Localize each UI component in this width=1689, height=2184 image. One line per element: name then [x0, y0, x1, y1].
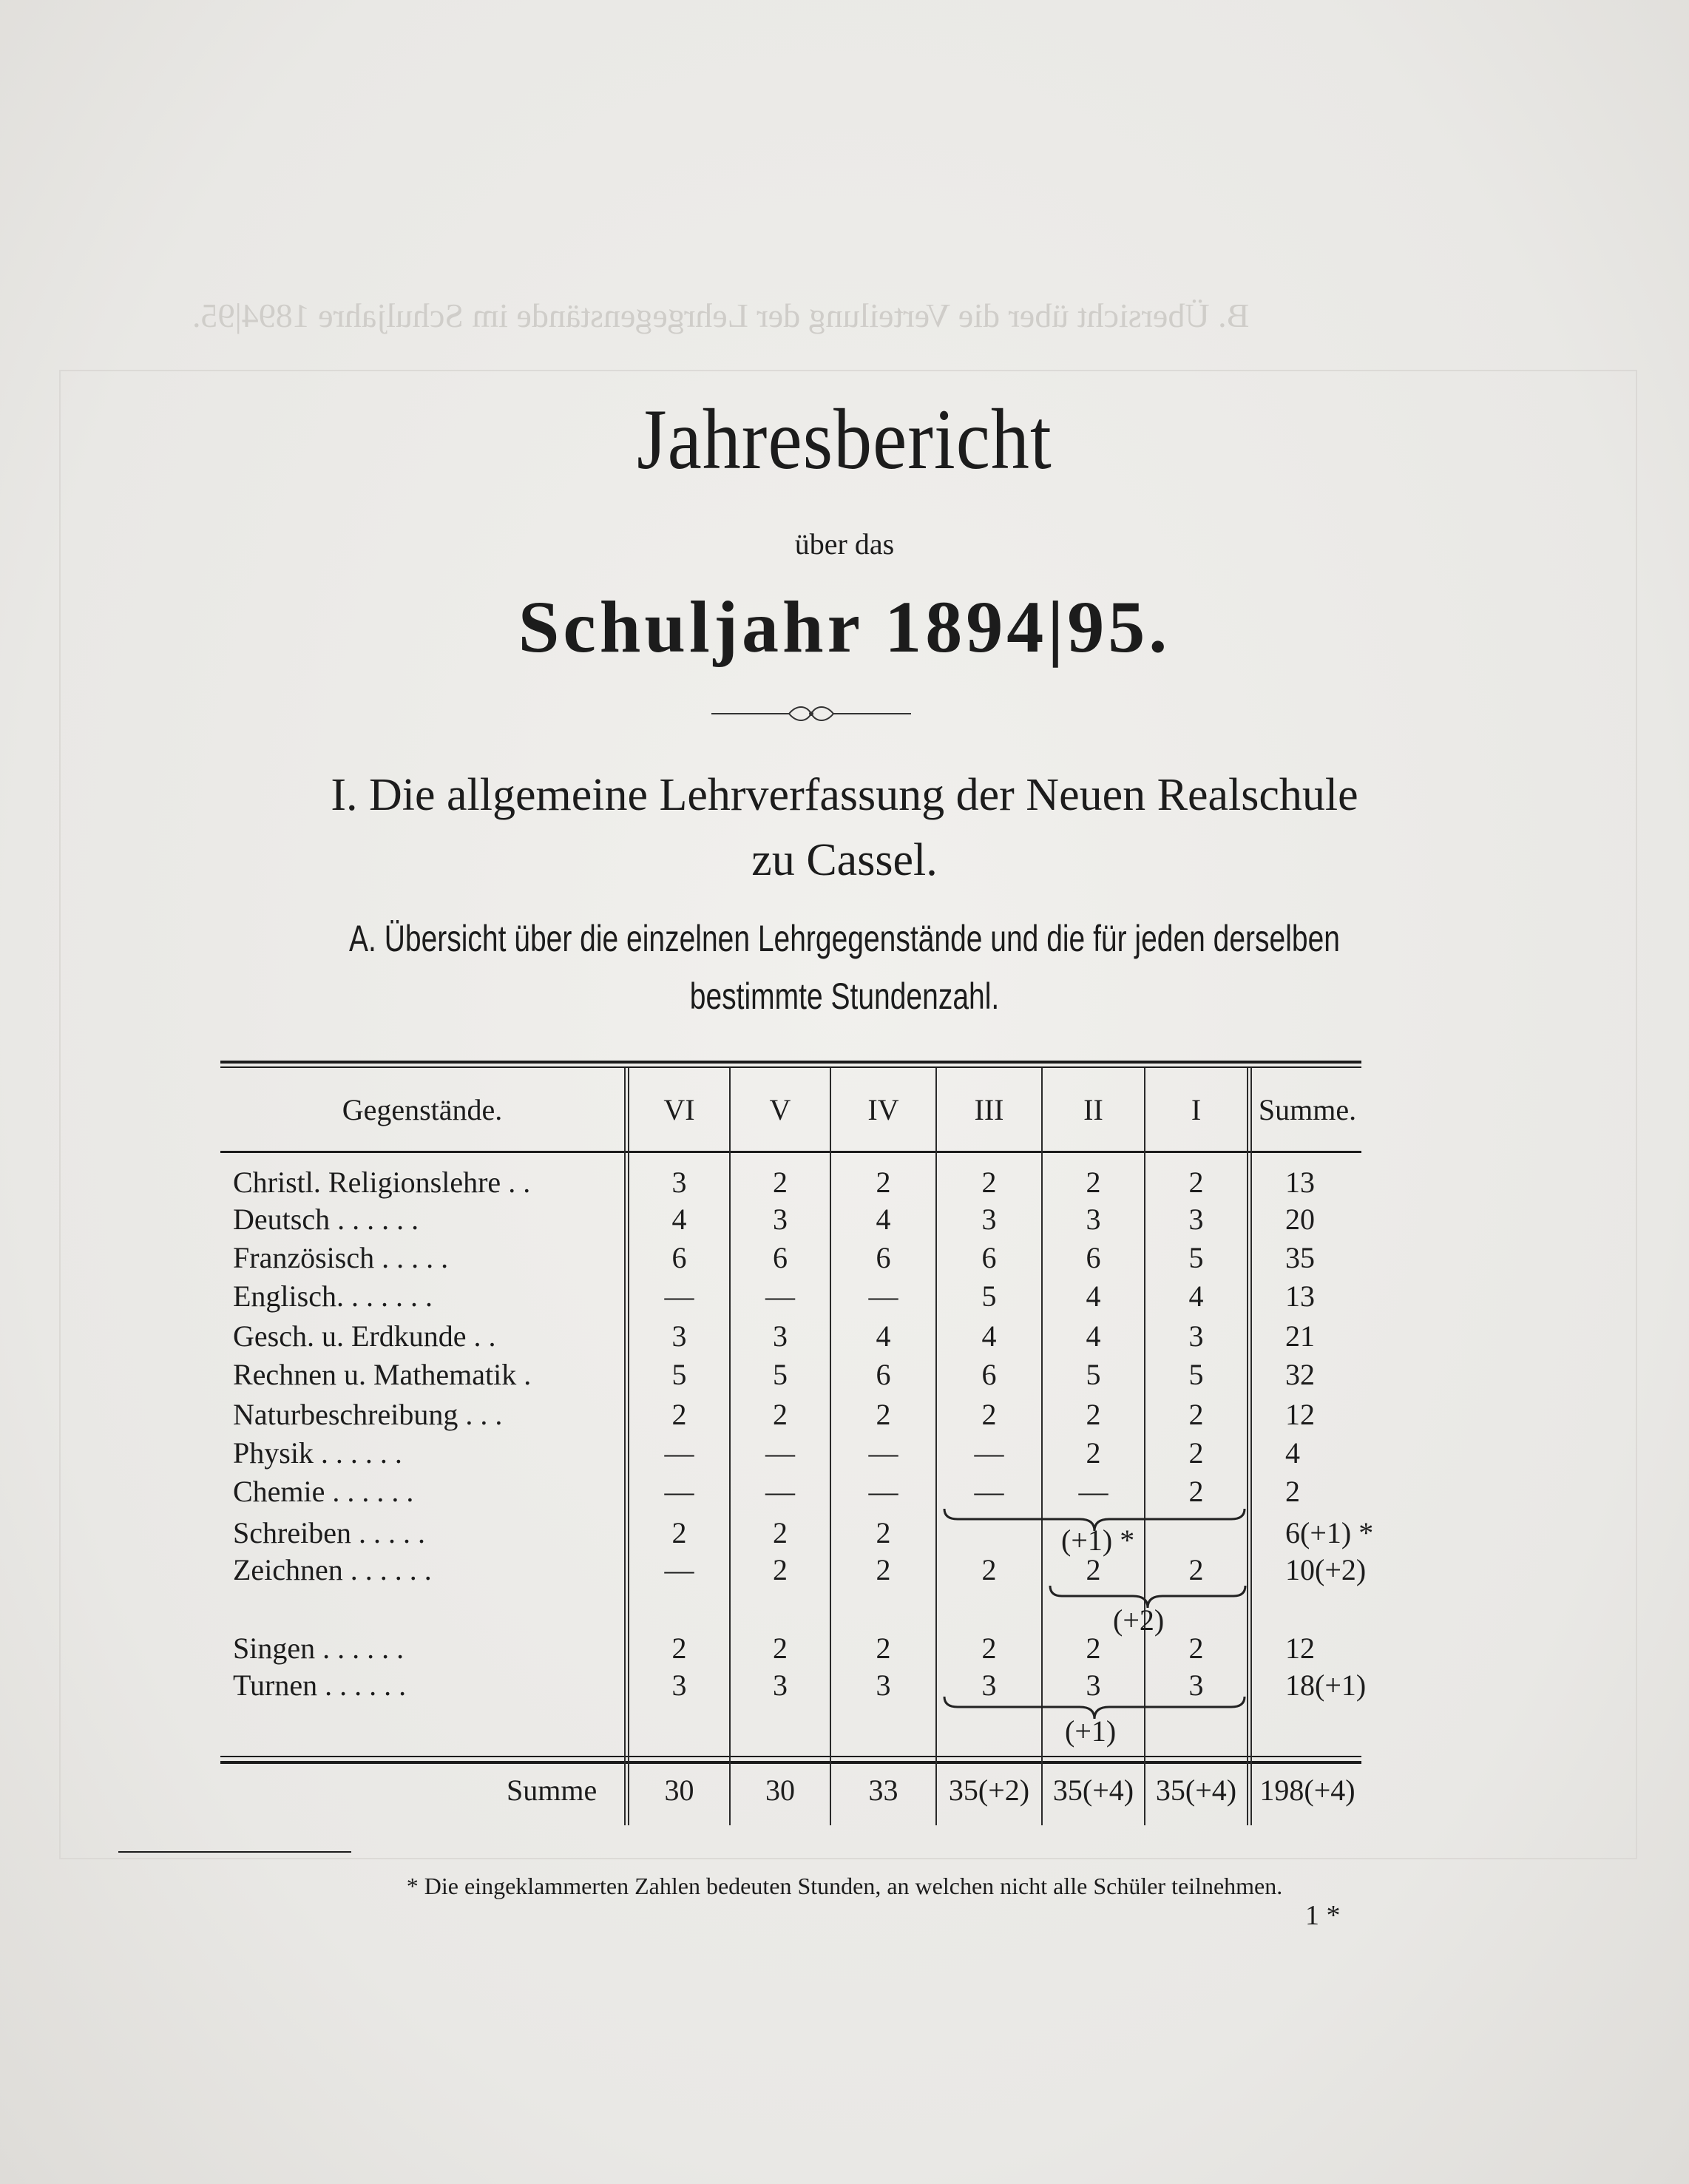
total-v: 30: [765, 1774, 795, 1807]
sub-heading-cont: bestimmte Stundenzahl.: [689, 976, 1000, 1017]
report-title: Jahresbericht: [637, 392, 1052, 487]
table-cell: —: [664, 1436, 694, 1470]
table-cell: 5: [981, 1279, 997, 1313]
table-row-subject: Naturbeschreibung . . .: [233, 1398, 503, 1431]
table-cell: 5: [1086, 1358, 1101, 1391]
table-row-subject: Rechnen u. Mathematik .: [233, 1358, 532, 1391]
total-iii: 35(+2): [948, 1774, 1030, 1807]
table-cell: 3: [671, 1166, 687, 1199]
header-subjects: Gegenstände.: [342, 1093, 503, 1126]
table-row-sum: 12: [1285, 1632, 1315, 1665]
table-cell: 3: [1188, 1669, 1204, 1702]
table-cell: —: [868, 1436, 898, 1470]
table-row-subject: Deutsch . . . . . .: [233, 1203, 419, 1236]
table-cell: 6: [981, 1358, 997, 1391]
table-row-subject: Physik . . . . . .: [233, 1436, 402, 1470]
table-cell: 4: [1086, 1319, 1101, 1353]
table-cell: 3: [671, 1319, 687, 1353]
table-cell: 3: [773, 1203, 788, 1236]
table-row-sum: 10(+2): [1285, 1553, 1367, 1586]
table-row-sum: 18(+1): [1285, 1669, 1367, 1702]
header-iv: IV: [867, 1093, 899, 1126]
table-cell: 2: [1188, 1553, 1204, 1586]
table-row-sum: 2: [1285, 1475, 1300, 1508]
table-cell: 2: [1086, 1436, 1101, 1470]
header-vi: VI: [663, 1093, 695, 1126]
table-row-sum: 35: [1285, 1241, 1315, 1274]
total-vi: 30: [664, 1774, 694, 1807]
table-cell: 2: [876, 1516, 891, 1549]
table-cell: 2: [1188, 1436, 1204, 1470]
table-cell: 2: [876, 1632, 891, 1665]
table-cell: 2: [671, 1632, 687, 1665]
total-sum: 198(+4): [1259, 1774, 1355, 1807]
table-cell: 4: [876, 1319, 891, 1353]
table-cell: 4: [1188, 1279, 1204, 1313]
table-cell: 3: [1086, 1669, 1101, 1702]
table-row-sum: 21: [1285, 1319, 1315, 1353]
table-cell: 2: [981, 1166, 997, 1199]
header-v: V: [769, 1093, 791, 1126]
table-row-subject: Chemie . . . . . .: [233, 1475, 414, 1508]
table-cell: —: [868, 1279, 898, 1313]
table-cell: 3: [981, 1203, 997, 1236]
table-cell: 2: [1086, 1553, 1101, 1586]
table-cell: 2: [773, 1166, 788, 1199]
table-cell: —: [765, 1475, 795, 1508]
table-cell: —: [974, 1436, 1004, 1470]
header-iii: III: [974, 1093, 1004, 1126]
table-cell: —: [664, 1475, 694, 1508]
table-row-sum: 20: [1285, 1203, 1315, 1236]
table-cell: 6: [1086, 1241, 1101, 1274]
table-cell: 2: [981, 1553, 997, 1586]
table-cell: 2: [671, 1516, 687, 1549]
table-cell: 6: [773, 1241, 788, 1274]
table-row-sum: 4: [1285, 1436, 1300, 1470]
table-row-subject: Schreiben . . . . .: [233, 1516, 425, 1549]
table-cell: 4: [1086, 1279, 1101, 1313]
table-row-subject: Turnen . . . . . .: [233, 1669, 407, 1702]
table-cell: 3: [981, 1669, 997, 1702]
table-cell: 2: [1188, 1475, 1204, 1508]
table-cell: 4: [876, 1203, 891, 1236]
table-cell: —: [765, 1436, 795, 1470]
footnote: * Die eingeklammerten Zahlen bedeuten Stunden, an welchen nicht alle Schüler teilnehmen.: [406, 1873, 1283, 1899]
table-cell: 6: [876, 1241, 891, 1274]
zeichnen-extra: (+2): [1113, 1603, 1165, 1637]
table-cell: 2: [773, 1553, 788, 1586]
table-cell: 2: [981, 1398, 997, 1431]
table-cell: 3: [876, 1669, 891, 1702]
table-cell: 2: [1188, 1632, 1204, 1665]
table-cell: 2: [981, 1632, 997, 1665]
sub-heading: A. Übersicht über die einzelnen Lehrgegenstände und die für jeden derselben: [349, 918, 1340, 959]
table-row-sum: 13: [1285, 1279, 1315, 1313]
table-cell: 4: [981, 1319, 997, 1353]
table-cell: 3: [1188, 1319, 1204, 1353]
school-year: Schuljahr 1894|95.: [518, 586, 1171, 668]
table-cell: 2: [1188, 1166, 1204, 1199]
header-sum: Summe.: [1258, 1093, 1357, 1126]
table-row-subject: Gesch. u. Erdkunde . .: [233, 1319, 496, 1353]
table-row-subject: Französisch . . . . .: [233, 1241, 449, 1274]
table-cell: 2: [1188, 1398, 1204, 1431]
table-cell: 2: [876, 1398, 891, 1431]
total-i: 35(+4): [1155, 1774, 1237, 1807]
page-signature: 1 *: [1305, 1900, 1341, 1931]
header-ii: II: [1083, 1093, 1103, 1126]
ornament-divider: [711, 703, 911, 725]
table-cell: —: [765, 1279, 795, 1313]
table-row-sum: 6(+1) *: [1285, 1516, 1374, 1549]
table-cell: 2: [671, 1398, 687, 1431]
table-cell: 2: [773, 1398, 788, 1431]
table-cell: 2: [773, 1632, 788, 1665]
table-cell: 5: [1188, 1241, 1204, 1274]
bleed-through-title: B. Übersicht über die Verteilung der Lehrgegenstände im Schuljahre 1894|95.: [192, 297, 1250, 334]
table-cell: 3: [773, 1319, 788, 1353]
table-cell: 3: [1188, 1203, 1204, 1236]
footnote-rule: [118, 1851, 351, 1853]
table-cell: 5: [671, 1358, 687, 1391]
table-cell: —: [1078, 1475, 1108, 1508]
table-cell: 3: [1086, 1203, 1101, 1236]
total-iv: 33: [868, 1774, 898, 1807]
table-cell: 2: [876, 1166, 891, 1199]
schreiben-extra: (+1) *: [1061, 1524, 1135, 1557]
total-label: Summe: [507, 1774, 598, 1807]
table-cell: —: [664, 1279, 694, 1313]
table-cell: —: [974, 1475, 1004, 1508]
table-row-subject: Englisch. . . . . . .: [233, 1279, 433, 1313]
table-cell: —: [868, 1475, 898, 1508]
table-cell: —: [664, 1553, 694, 1586]
table-cell: 5: [773, 1358, 788, 1391]
table-row-sum: 13: [1285, 1166, 1315, 1199]
section-heading-place: zu Cassel.: [751, 835, 938, 885]
table-cell: 2: [1086, 1166, 1101, 1199]
table-cell: 6: [876, 1358, 891, 1391]
table-cell: 4: [671, 1203, 687, 1236]
table-cell: 2: [876, 1553, 891, 1586]
table-row-sum: 12: [1285, 1398, 1315, 1431]
table-cell: 6: [981, 1241, 997, 1274]
section-heading: I. Die allgemeine Lehrverfassung der Neuen Realschule: [331, 770, 1358, 820]
table-cell: 2: [773, 1516, 788, 1549]
total-ii: 35(+4): [1052, 1774, 1134, 1807]
table-row-subject: Zeichnen . . . . . .: [233, 1553, 432, 1586]
table-row-sum: 32: [1285, 1358, 1315, 1391]
header-i: I: [1191, 1093, 1202, 1126]
turnen-extra: (+1): [1065, 1714, 1117, 1748]
table-row-subject: Singen . . . . . .: [233, 1632, 405, 1665]
table-cell: 2: [1086, 1632, 1101, 1665]
report-subtitle: über das: [794, 527, 895, 561]
table-cell: 5: [1188, 1358, 1204, 1391]
table-cell: 3: [773, 1669, 788, 1702]
table-row-subject: Christl. Religionslehre . .: [233, 1166, 531, 1199]
table-cell: 3: [671, 1669, 687, 1702]
table-cell: 6: [671, 1241, 687, 1274]
table-cell: 2: [1086, 1398, 1101, 1431]
